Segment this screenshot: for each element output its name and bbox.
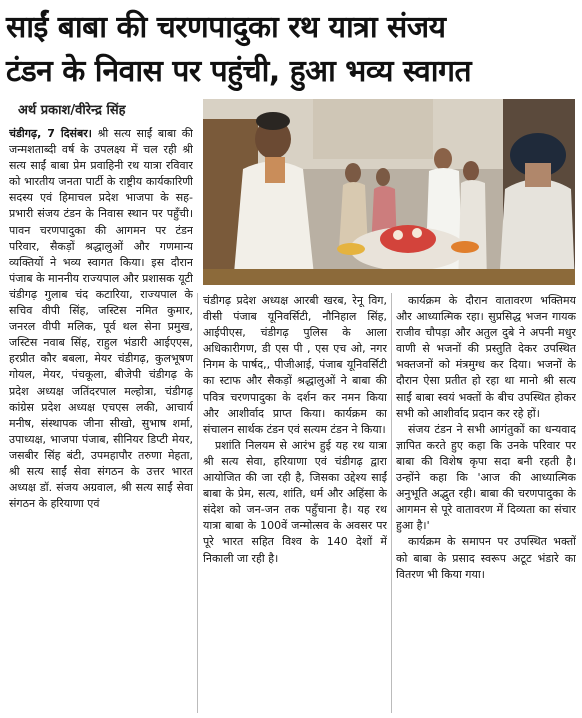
headline-line-1: साईं बाबा की चरणपादुका रथ यात्रा संजय [6,10,446,45]
article-paragraph: संजय टंडन ने सभी आगंतुकों का धन्यवाद ज्ञापित करते हुए कहा कि उनके परिवार पर बाबा की विशेष कृपा सदा बनी रहती है। उन्होंने कहा कि 'आज की आध्यात्मिक अनुभूति अद्भुत रही। बाबा की चरणपादुका के आगमन से पूरे वातावरण में दिव्यता का संचार हुआ है।' [396,422,576,533]
column-divider [197,293,198,713]
article-paragraph: कार्यक्रम के दौरान वातावरण भक्तिमय और आध्यात्मिक रहा। सुप्रसिद्ध भजन गायक राजीव चौपड़ा और अतुल दुबे ने अपनी मधुर वाणी से भजनों की प्रस्तुति देकर उपस्थित भक्तजनों को मंत्रमुग्ध कर दिया। भजनों के दौरान ऐसा प्रतीत हो रहा था मानो श्री सत्य साईं बाबा स्वयं भक्तों के बीच उपस्थित होकर सभी को आशीर्वाद प्रदान कर रहे हों। [396,294,576,420]
headline-line-2: टंडन के निवास पर पहुंची, हुआ भव्य स्वागत [6,54,472,89]
article-paragraph: कार्यक्रम के समापन पर उपस्थित भक्तों को बाबा के प्रसाद स्वरूप अटूट भंडारे का वितरण भी किया गया। [396,535,576,581]
headline [6,6,578,94]
article-paragraph: चंडीगढ़ प्रदेश अध्यक्ष आरबी खरब, रेनू विग, वीसी पंजाब यूनिवर्सिटी, नौनिहाल सिंह, आईपीएस, चंडीगढ़ पुलिस के आला अधिकारीगण, डी एस पी , एस एच ओ, नगर निगम के पार्षद,, पीजीआई, पंजाब यूनिवर्सिटी का स्टाफ और सैकड़ों श्रद्धालुओं ने बाबा की पवित्र चरणपादुका के दर्शन कर नमन किया और आशीर्वाद प्राप्त किया। कार्यक्रम का संचालन सार्थक टंडन एवं सत्यम टंडन ने किया। [203,294,387,436]
article-column-2 [203,293,387,713]
news-photo [203,99,575,285]
byline: अर्थ प्रकाश/वीरेन्द्र सिंह [18,103,126,118]
photo-illustration [203,99,575,285]
paragraph-text: श्री सत्य साईं बाबा की जन्मशताब्दी वर्ष के उपलक्ष्य में चल रही श्री सत्य साईं बाबा प्रेम प्रवाहिनी रथ यात्रा रविवार को भारतीय जनता पार्टी के राष्ट्रीय कार्यकारिणी सदस्य एवं हिमाचल प्रदेश भाजपा के सह-प्रभारी संजय टंडन के निवास स्थान पर पहुँची। पावन चरणपादुका की आगमन पर टंडन परिवार, सैकड़ों श्रद्धालुओं और गणमान्य व्यक्तियों ने भव्य स्वागत किया। इस दौरान पंजाब के माननीय राज्यपाल और प्रशासक यूटी चंडीगढ़ गुलाब चंद कटारिया, राज्यपाल के सचिव वीपी सिंह, जस्टिस नमित कुमार, जनरल वीपी मलिक, पूर्व थल सेना प्रमुख, जस्टिस नवाब सिंह, राहुल भंडारी आईएएस, हरप्रीत कौर बबला, मेयर चंडीगढ़, कुलभूषण गोयल, मेयर, पंचकूला, बीजेपी चंडीगढ़ के प्रदेश अध्यक्ष जतिंदरपाल मल्होत्रा, चंडीगढ़ कांग्रेस प्रदेश अध्यक्ष एचएस लकी, आचार्य मनीष, संस्थापक जीना सीखो, सुभाष शर्मा, उपाध्यक्ष, भाजपा पंजाब, सीनियर डिप्टी मेयर, जसबीर सिंह बंटी, उपमहापौर तरुणा मेहता, श्री सत्य साईं सेवा संगठन के उत्तर भारत अध्यक्ष डॉ. संजय अग्रवाल, श्री सत्य साईं सेवा संगठन के हरियाणा एवं [9,127,193,511]
article-paragraph [9,126,193,512]
article-paragraph: प्रशांति निलयम से आरंभ हुई यह रथ यात्रा श्री सत्य सेवा, हरियाणा एवं चंडीगढ़ द्वारा आयोजित की जा रही है, जिसका उद्देश्य साईं बाबा के प्रेम, सत्य, शांति, धर्म और अहिंसा के संदेश को जन-जन तक पहुँचाना है। यह रथ यात्रा बाबा के 100वें जन्मोत्सव के अवसर पर पूरे भारत सहित विश्व के 140 देशों में निकाली जा रही है। [203,438,387,565]
article-column-1 [9,126,193,716]
column-divider [391,293,392,713]
article-column-3 [396,293,576,713]
dateline: चंडीगढ़, 7 दिसंबर। [9,127,92,140]
